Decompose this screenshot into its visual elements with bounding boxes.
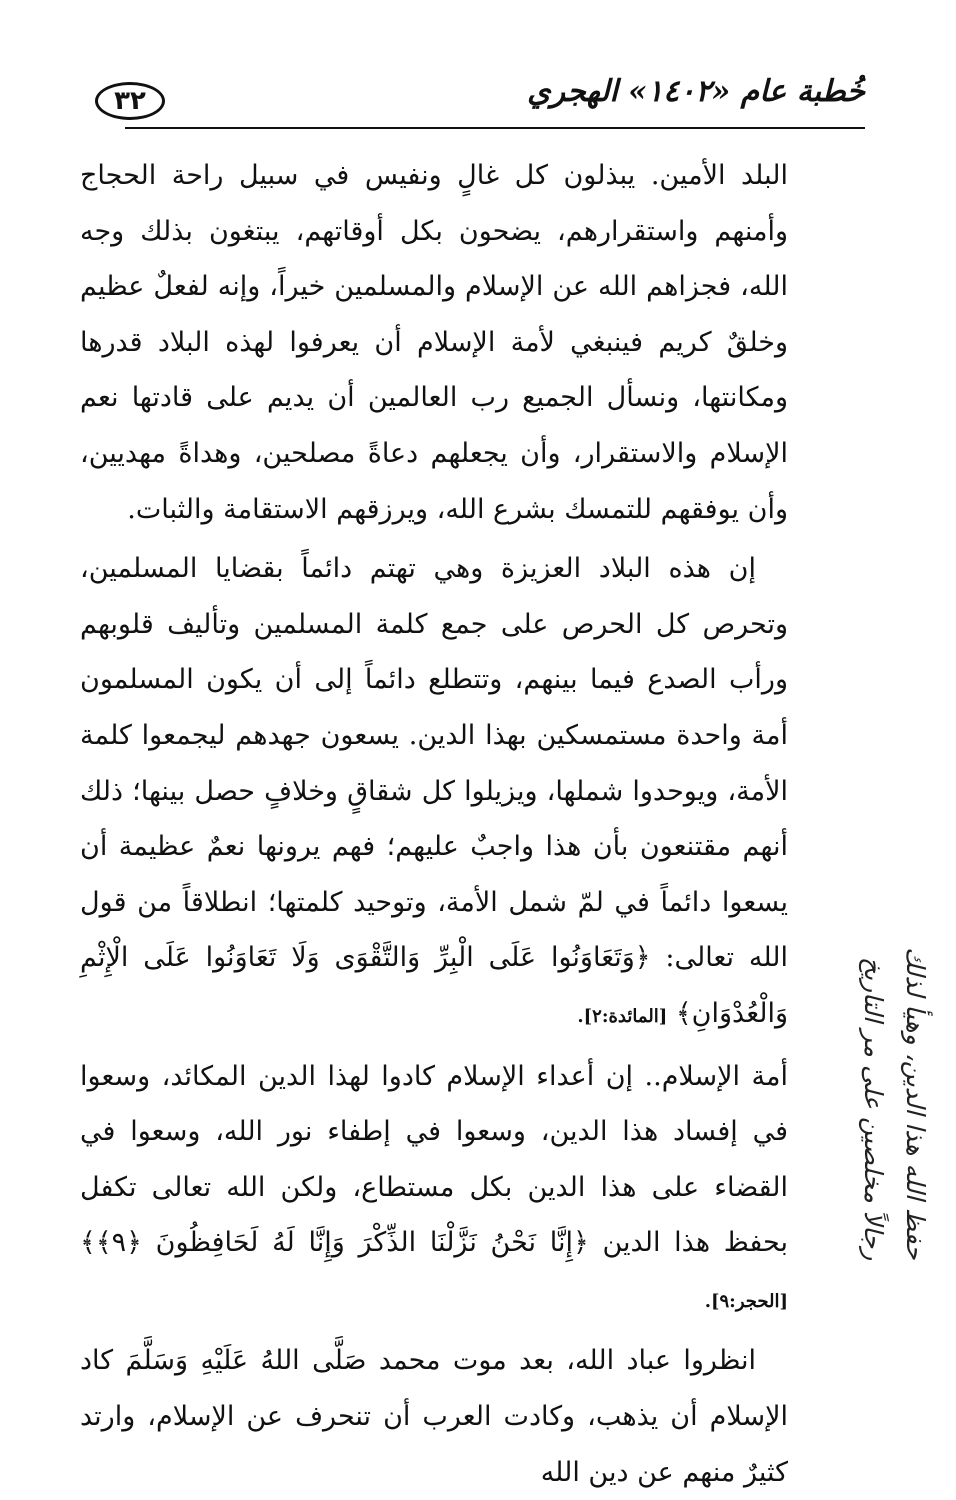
- paragraph-4: [80, 1333, 788, 1500]
- quran-reference: [المائدة:٢].: [577, 1005, 668, 1027]
- paragraph-text: البلد الأمين. يبذلون كل غالٍ ونفيس في سبيل راحة الحجاج وأمنهم واستقرارهم، يضحون بكل أوقاتهم، يبتغون بذلك وجه الله، فجزاهم الله عن الإسلام والمسلمين خيراً، وإنه لفعلٌ عظيم وخلقٌ كريم فينبغي لأمة الإسلام أن يعرفوا لهذه البلاد قدرها ومكانتها، ونسأل الجميع رب العالمين أن يديم على قادتها نعم الإسلام والاستقرار، وأن يجعلهم دعاةً مصلحين، وهداةً مهديين، وأن يوفقهم للتمسك بشرع الله، ويرزقهم الاستقامة والثبات.: [80, 160, 788, 525]
- paragraph-3: [80, 1049, 788, 1330]
- page-header: [95, 74, 865, 136]
- header-divider: [125, 127, 865, 129]
- page-number: ٣٢: [95, 82, 165, 120]
- running-title: خُطبة عام «١٤٠٢» الهجري: [527, 74, 865, 109]
- margin-note-line-2: رجالاً مخلصين على مر التاريخ: [859, 956, 888, 1260]
- margin-note-line-1: حفظ الله هذا الدين، وهيأ لذلك: [901, 947, 930, 1260]
- body-text: [80, 148, 788, 1500]
- paragraph-text: أمة الإسلام.. إن أعداء الإسلام كادوا لهذا الدين المكائد، وسعوا في إفساد هذا الدين، وسعوا في إطفاء نور الله، وسعوا في القضاء على هذا الدين بكل مستطاع، ولكن الله تعالى تكفل بحفظ هذا الدين ﴿إِنَّا نَحْنُ نَزَّلْنَا الذِّكْرَ وَإِنَّا لَهُ لَحَافِظُونَ ﴿٩﴾﴾: [80, 1060, 788, 1259]
- paragraph-text: إن هذه البلاد العزيزة وهي تهتم دائماً بقضايا المسلمين، وتحرص كل الحرص على جمع كلمة المسلمين وتأليف قلوبهم ورأب الصدع فيما بينهم، وتتطلع دائماً إلى أن يكون المسلمون أمة واحدة مستمسكين بهذا الدين. يسعون جهدهم ليجمعوا كلمة الأمة، ويوحدوا شملها، ويزيلوا كل شقاقٍ وخلافٍ حصل بينها؛ ذلك أنهم مقتنعون بأن هذا واجبٌ عليهم؛ فهم يرونها نعمٌ عظيمة أن يسعوا دائماً في لمّ شمل الأمة، وتوحيد كلمتها؛ انطلاقاً من قول الله تعالى: ﴿وَتَعَاوَنُوا عَلَى الْبِرِّ وَالتَّقْوَى وَلَا تَعَاوَنُوا عَلَى الْإِثْمِ وَالْعُدْوَانِ﴾: [80, 553, 788, 1029]
- paragraph-1: [80, 148, 788, 537]
- margin-note: [806, 930, 936, 1260]
- paragraph-text: انظروا عباد الله، بعد موت محمد صَلَّى اللهُ عَلَيْهِ وَسَلَّمَ كاد الإسلام أن يذهب، وكادت العرب أن تنحرف عن الإسلام، وارتد كثيرٌ منهم عن دين الله: [80, 1345, 788, 1488]
- paragraph-2: [80, 541, 788, 1044]
- quran-reference: [الحجر:٩].: [704, 1290, 788, 1312]
